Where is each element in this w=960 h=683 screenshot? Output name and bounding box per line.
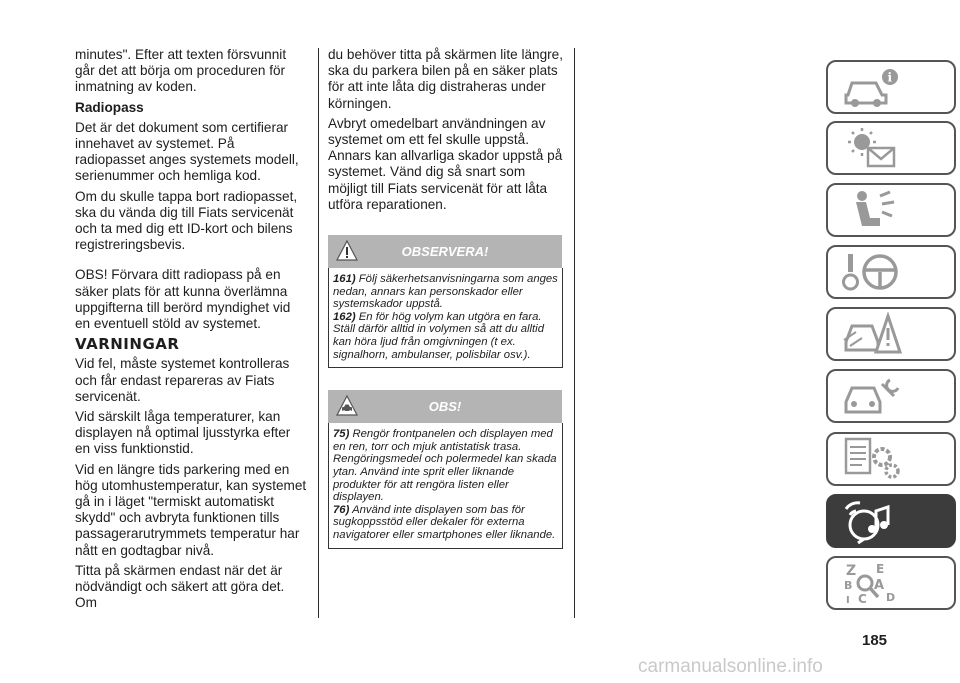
tab-safety[interactable]: [826, 183, 956, 237]
alphabetical-index-icon: [842, 561, 902, 607]
index-letter: I: [846, 595, 850, 606]
tab-emergency[interactable]: [826, 307, 956, 361]
car-service-icon: [842, 374, 902, 420]
svg-text:i: i: [887, 70, 893, 85]
paragraph: Vid särskilt låga temperaturer, kan displayen nå optimal ljusstyrka efter en viss funktionstid.: [75, 409, 291, 457]
watermark: carmanualsonline.info: [638, 656, 823, 677]
observera-header: [328, 235, 562, 268]
column-left: [75, 47, 307, 616]
seat-airbag-icon: [842, 188, 902, 234]
paragraph: Vid fel, måste systemet kontrolleras och får endast repareras av Fiats servicenät.: [75, 356, 290, 404]
tab-lights-messages[interactable]: [826, 121, 956, 175]
index-letter: E: [876, 562, 885, 576]
tab-car-info[interactable]: [826, 60, 956, 114]
paragraph: Vid en längre tids parkering med en hög utomhustemperatur, kan systemet gå in i läget "termiskt automatiskt skydd" och avbryta funktionen tills passagerarutrymmets temperatur har nått en godtagbar nivå.: [75, 461, 307, 558]
index-letter: C: [858, 592, 867, 606]
heading-varningar: VARNINGAR: [75, 335, 180, 354]
observera-title: OBSERVERA!: [401, 244, 489, 260]
index-letter: B: [844, 579, 853, 592]
index-letter: D: [886, 591, 896, 604]
paragraph: Avbryt omedelbart användningen av systemet om ett fel skulle uppstå. Annars kan allvarliga skador uppstå på systemet. Vänd dig så snart som möjligt till Fiats servicenät för att låta utföra reparationen.: [328, 115, 563, 212]
obs-body: [328, 423, 563, 548]
tab-starting-driving[interactable]: [826, 245, 956, 299]
data-gears-icon: [842, 437, 902, 483]
tab-technical-data[interactable]: [826, 432, 956, 486]
column-divider: [574, 48, 575, 618]
lights-message-icon: [842, 126, 902, 172]
list-item: 76) Använd inte displayen som bas för sugkoppsstöd eller dekaler för externa navigatorer eller smartphones eller liknande.: [333, 503, 556, 541]
index-letter: A: [874, 578, 885, 593]
list-item: 162) En för hög volym kan utgöra en fara. Ställ därför alltid in volymen så att du alltid kan höra ljud från omgivningen (t ex. signalhorn, ambulanser, polisbilar osv.).: [333, 310, 544, 361]
paragraph: OBS! Förvara ditt radiopass på en säker plats för att kunna överlämna uppgifterna till berörd myndighet vid en eventuell stöld av systemet.: [75, 267, 291, 332]
paragraph: Titta på skärmen endast när det är nödvändigt och säkert att göra det. Om: [75, 562, 285, 611]
heading-radiopass: Radiopass: [75, 99, 144, 115]
obs-header: [328, 390, 562, 423]
key-steering-icon: [842, 250, 902, 296]
page-number: 185: [862, 632, 888, 649]
tab-index[interactable]: [826, 556, 956, 610]
multimedia-music-icon: [842, 499, 902, 545]
tab-multimedia[interactable]: [826, 494, 956, 548]
list-item: 161) Följ säkerhetsanvisningarna som anges nedan, annars kan personskador eller systemskador uppstå.: [333, 273, 558, 311]
list-item: 75) Rengör frontpanelen och displayen med en ren, torr och mjuk antistatisk trasa. Rengöringsmedel och polermedel kan skada ytan. Använd inte sprit eller liknande produkter för att rengöra listen eller displayen.: [333, 428, 557, 504]
paragraph: du behöver titta på skärmen lite längre, ska du parkera bilen på en säker plats för att inte låta dig distraheras under körningen.: [328, 47, 564, 111]
obs-title: OBS!: [428, 399, 462, 415]
tab-maintenance[interactable]: [826, 369, 956, 423]
column-right: [328, 47, 564, 549]
car-info-icon: [842, 65, 902, 111]
index-letter: Z: [846, 563, 857, 579]
observera-body: [328, 268, 563, 368]
paragraph: Om du skulle tappa bort radiopasset, ska du vända dig till Fiats servicenät och ta med dig ett ID-kort och bilens registreringsbevis.: [75, 188, 298, 253]
car-warning-icon: [842, 312, 902, 358]
column-divider: [318, 48, 319, 618]
paragraph: Det är det dokument som certifierar innehavet av systemet. På radiopasset anges systemets modell, serienummer och hemliga kod.: [75, 119, 299, 184]
paragraph: minutes". Efter att texten försvunnit går det att börja om proceduren för inmatning av koden.: [75, 47, 287, 95]
